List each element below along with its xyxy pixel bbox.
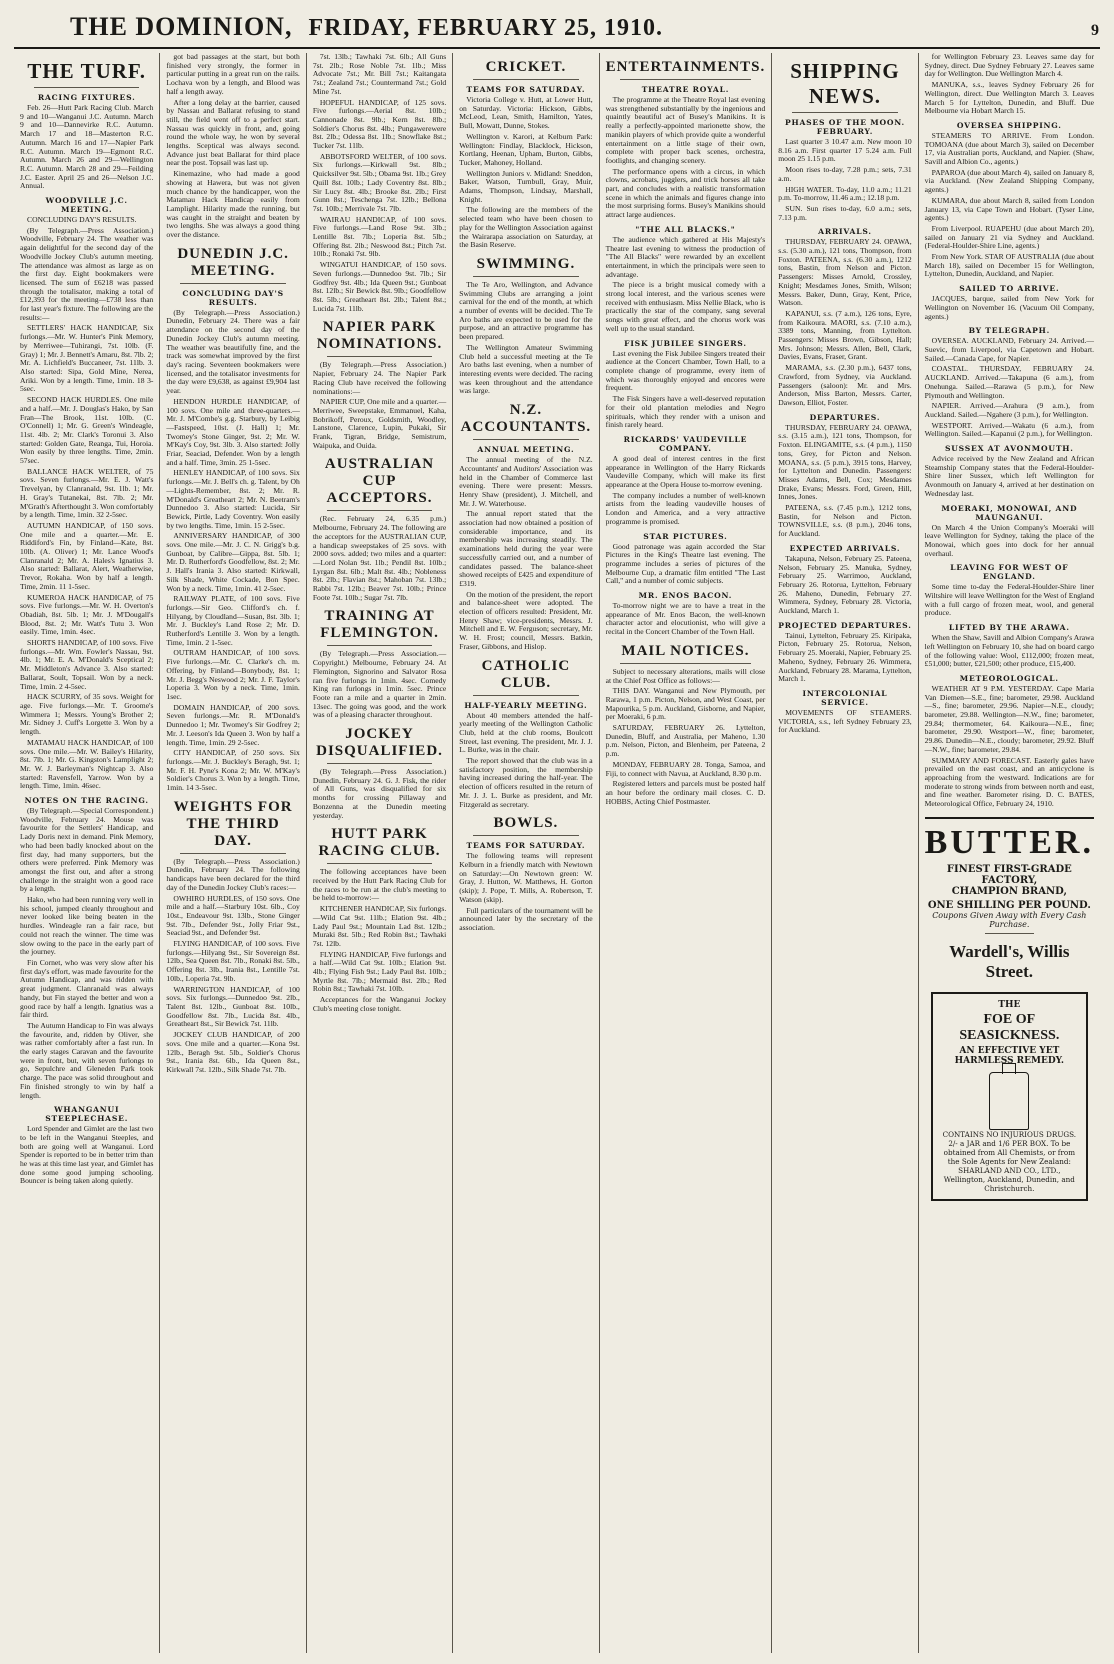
columns-container [14,53,1100,1653]
article-paragraph: The following acceptances have been received by the Hutt Park Racing Club for the races to be run at the club's meeting to be held to-morrow:— [312,867,447,903]
article-subheading: METEOROLOGICAL. [959,673,1059,683]
ad-butter-line: Coupons Given Away with Every Cash Purchase. [932,910,1087,929]
article-paragraph: ABBOTSFORD WELTER, of 100 sovs. Six furlongs.—Kirkwall 9st. 8lb.; Quicksilver 9st. 5lb.; Obama 9st. 1lb.; Grey Quill 8st. 10lb.; Lady Coventry 8st. 8lb.; Sir Lucy 8st. 4lb.; Brooke 8st. 2lb.; First Gunn 8st.; Teschenga 7st. 12lb.; Bellona 7st. 10lb.; Merrivale 7st. 7lb. [312,151,447,213]
section-title: SWIMMING. [476,255,576,272]
article-subheading: WOODVILLE J.C. MEETING. [45,196,128,215]
article-subheading: EXPECTED ARRIVALS. [789,543,901,553]
section-rule [34,87,139,88]
article-paragraph: KUMARA, due about March 8, sailed from London January 13, via Cape Town and Hobart. (Tyser Line, agents.) [924,195,1094,223]
article-paragraph: To-morrow night we are to have a treat in the appearance of Mr. Enos Bacon, the well-known character actor and elocutionist, who will give a recital in the Concert Chamber of the Town Hall. [605,601,766,637]
article-paragraph: COASTAL. THURSDAY, FEBRUARY 24. AUCKLAND. Arrived.—Takapuna (6 a.m.), from Onehunga. Sailed.—Rarawa (5 p.m.), for New Plymouth and Wellington. [924,364,1094,400]
article-subheading: "THE ALL BLACKS." [635,224,736,234]
article-paragraph: SUMMARY AND FORECAST. Easterly gales have prevailed on the east coast, and an anticyclone is approaching from the westward. Indications are for moderate to strong winds from between north and east, and fine weather. Barometer rising. D. C. BATES, Meteorological Office, February 24, 1910. [924,755,1094,809]
article-paragraph: (By Telegraph.—Press Association.) Woodville, February 24. The weather was again delightful for the second day of the Woodville Jockey Club's autumn meeting. The attendance was almost as large as on the first day. Eight bookmakers were licensed. The sum of £6218 was passed through the totalisator, making a total of £12,393 for the meeting—£738 less than for last year's fixture. The following are the results:— [20,225,154,322]
article-paragraph: The Fisk Singers have a well-deserved reputation for their old plantation melodies and Negro spirituals, which they render with a unison and finish rarely heard. [605,394,766,430]
ad-butter-line: FINEST FIRST-GRADE FACTORY, [946,863,1072,886]
article-paragraph: (By Telegraph.—Press Association.) Napier, February 24. The Napier Park Racing Club have received the following nominations:— [312,360,447,396]
section-rule [180,283,285,284]
column-4 [453,53,599,1653]
section-rule [473,439,578,440]
article-paragraph: HENLEY HANDICAP, of 100 sovs. Six furlongs.—Mr. J. Bell's ch. g. Talent, by Oh—Lights-Remember, 8st. 2; Mr. R. M'Donald's Greatheart 2; Mr. N. Beetram's Dunnedoo 3. Also started: Lucida, Sir Bewick, Pirtle, Lady Coventry. Won easily by two lengths. Time, 1min. 15 2-5sec. [166,468,300,530]
article-paragraph: WAIRAU HANDICAP, of 100 sovs. Five furlongs.—Land Rose 9st. 3lb.; Lentille 8st. 7lb.; Loperia 8st. 5lb.; Offering 8st. 2lb.; Neswood 8st.; Pitch 7st. 10lb.; Ronaki 7st. 9lb. [312,214,447,259]
article-paragraph: WINGATUI HANDICAP, of 150 sovs. Seven furlongs.—Dunnedoo 9st. 7lb.; Sir Godfrey 9st. 4lb.; Ida Queen 9st.; Gunboat 8st. 12lb.; Sir Bewick 8st. 9lb.; Goodfellow 8st. 5lb.; Greatheart 8st. 2lb.; Talent 8st.; Lucida 7st. 11lb. [312,260,447,313]
article-paragraph: After a long delay at the barrier, caused by Nassau and Ballarat refusing to stand still, the field went off to a perfect start. Nassau was quickly in front, and, going round the whole way, he won by several lengths. Sceptical was always second. Advance just beat Ballarat for third place near the post. Topsail was last up. [166,97,300,168]
article-paragraph: (By Telegraph.—Special Correspondent.) Woodville, February 24. Mouse was favourite for the Settlers' Handicap, and Lady Doris next in demand. Pink Memory, who had been badly knocked about on the first day, had many supporters, but the others were preferred. Pink Memory was amongst the first out, and after a strong challenge in the straight won a good race by a length. [20,806,154,894]
article-paragraph: SETTLERS' HACK HANDICAP, Six furlongs.—Mr. W. Hunter's Pink Memory, by Merriwee—Tuhirangi, 7st. 10lb. (F. Gray) 1; Mr. J. Bennett's Amaru, 8st. 7lb. 2; Mr. A. Lichfield's Buccaneer, 7st. 11lb. 3. Also started: Sipa, Gold Mine, Nerea, Ariki. Won by a length. Time, 1min. 18 3-5sec. [20,323,154,394]
ad-butter-title: BUTTER. [924,823,1094,861]
article-paragraph: The following teams will represent Kelburn in a friendly match with Newtown on Saturday:—On Newtown green: W. Gray, J. Hutton, W. Matthews, H. Gorton (skip); J. Pope, T. Mills, A. Robertson, T. Watson (skip). [459,851,593,904]
article-paragraph: SHORTS HANDICAP, of 100 sovs. Five furlongs.—Mr. Wm. Fowler's Nassau, 9st. 4lb. 1; Mr. E. A. M'Donald's Sceptical 2; Mr. Middleton's Advance 3. Also started: Ballarat, Soult, Topsail. Won by a neck. Time, 1min. 2 4-5sec. [20,638,154,691]
article-paragraph: Last quarter 3 10.47 a.m. New moon 10 8.16 a.m. First quarter 17 5.24 a.m. Full moon 25 1.15 p.m. [778,137,912,164]
article-paragraph: A good deal of interest centres in the first appearance in Wellington of the Harry Rickards Vaudeville Company, which will make its first appearance at the Opera House to-morrow evening. [605,453,766,490]
section-title: CATHOLIC CLUB. [481,657,571,691]
article-subheading: TEAMS FOR SATURDAY. [466,841,586,851]
article-paragraph: Lord Spender and Gimlet are the last two to be left in the Wanganui Steeples, and both are going well at Wanganui. Lord Spender is reported to be in better trim than he was at this time last year, and Gimlet has done some good jumping schooling. Bouncer is being taken along quietly. [20,1124,154,1186]
article-paragraph: FLYING HANDICAP, of 100 sovs. Five furlongs.—Hilyang 9st., Sir Sovereign 8st. 12lb., Sea Queen 8st. 7lb., Ronaki 8st. 5lb., Offering 8st. 3lb., Irania 8st., Lentille 7st. 10lb., Loperia 7st. 9lb. [166,939,300,983]
article-subheading: NOTES ON THE RACING. [24,796,149,806]
article-paragraph: The audience which gathered at His Majesty's Theatre last evening to witness the production of "The All Blacks" were rewarded by an excellent entertainment, in which the principals were seen to advantage. [605,234,766,279]
article-paragraph: From New York. STAR OF AUSTRALIA (due about March 18), sailed on December 15 for Wellington, Lyttelton, Dunedin, Auckland, and Napier. [924,252,1094,279]
article-paragraph: 7st. 13lb.; Tawhaki 7st. 6lb.; All Guns 7st. 2lb.; Rose Noble 7st. 1lb.; Miss Advocate 7st.; Mr. Bill 7st.; Kaitangata 7st.; Zealand 7st.; Countermand 7st.; Gold Mine 7st. [312,52,447,96]
article-paragraph: The piece is a bright musical comedy with a strong local interest, and the various scenes were received with enthusiasm. Miss Nellie Black, who is practically the star of the company, sang several songs with great effect, and the chorus work was well up to the usual standard. [605,280,766,333]
article-paragraph: From Liverpool. RUAPEHU (due about March 20), sailed on January 21 via Sydney and Auckland. (Federal-Houlder-Shire Line, agents.) [924,223,1094,251]
article-paragraph: WESTPORT. Arrived.—Wakatu (6 a.m.), from Wellington. Sailed.—Kapanui (2 p.m.), for Wellington. [924,420,1094,439]
article-subheading: ANNUAL MEETING. [477,445,575,455]
ad-remedy-name: FOE OF SEASICKNESS. [959,1011,1060,1043]
article-paragraph: Feb. 26—Hutt Park Racing Club. March 9 and 10—Wanganui J.C. Autumn. March 9 and 10—Dannevirke R.C. Autumn. March 17 and 18—Masterton R.C. Autumn. March 16 and 17—Napier Park R.C. Autumn. March 19—Egmont R.C. Autumn. March 26 and 29—Wellington R.C. Autumn. March 28 and 29—Feilding J.C. Easter. April 25 and 26—Nelson J.C. Annual. [20,103,154,191]
article-paragraph: Fin Cornet, who was very slow after his first day's effort, was made favourite for the Autumn Handicap, and was ridden with great judgment. Clanranald was always handy, but Fin stayed the better and won a good race by half a length. Ignatius was a fair third. [20,957,154,1020]
article-paragraph: HENDON HURDLE HANDICAP, of 100 sovs. One mile and three-quarters.—Mr. J. M'Combe's g.g. Starbury, by Leibig—Fastspeed, 10st. (J. Hall) 1; Mr. Twomey's Stone Ginger, 9st. 2; Mr. W. M'Kay's Coy, 9st. 3lb. 3. Also started: Jolly Friar, Seaciad, Defender. Won by a length and a half. Time, 3min. 25 1-5sec. [166,396,300,467]
article-paragraph: AUTUMN HANDICAP, of 150 sovs. One mile and a quarter.—Mr. E. Riddiford's Fin, by Finland—Kate, 8st. 10lb. (A. Oliver) 1; Mr. Lance Wood's Clanranald 2; Mr. A. Hales's Ignatius 3. Also started: Ballarat, Alert, Weatherwise, Trevor, Rokaha. Won by half a length. Time, 2min. 11 1-5sec. [20,520,154,591]
article-paragraph: WARRINGTON HANDICAP, of 100 sovs. Six furlongs.—Dunnedoo 9st. 2lb., Talent 8st. 12lb., Gunboat 8st. 10lb., Goodfellow 8st. 7lb., Lucida 8st. 4lb., Greatheart 8st., Sir Bewick 7st. 11lb. [166,984,300,1029]
ad-butter-line: ONE SHILLING PER POUND. [927,899,1091,911]
article-paragraph: The performance opens with a circus, in which clowns, acrobats, jugglers, and trick horses all take part, and concludes with a realistic transformation scene in which the animals and figures change into the most surprising forms. Busey's Manikins should attract large audiences. [605,166,766,220]
article-subheading: RACING FIXTURES. [37,93,136,102]
article-paragraph: HIGH WATER. To-day, 11.0 a.m.; 11.21 p.m. To-morrow, 11.46 a.m.; 12.18 p.m. [778,184,912,203]
article-paragraph: KUMEROA HACK HANDICAP, of 75 sovs. Five furlongs.—Mr. W. H. Overton's Obadiah, 8st. 5lb. 1; Mr. J. M'Dougall's Blood, 8st. 2; Mr. Watt's Tutu 3. Won easily. Time, 1min. 4sec. [20,592,154,637]
section-title: CRICKET. [485,59,567,75]
article-subheading: BY TELEGRAPH. [968,326,1051,336]
section-title: N.Z. ACCOUNTANTS. [460,402,592,436]
article-subheading: PROJECTED DEPARTURES. [778,620,912,630]
article-paragraph: JOCKEY CLUB HANDICAP, of 200 sovs. One mile and a quarter.—Kona 9st. 12lb., Beragh 9st. 5lb., Soldier's Chorus 9st., Irania 8st. 6lb., Ida Queen 8st., Kirkwall 7st. 12lb., Silk Shade 7st. 7lb. [166,1030,300,1074]
column-2 [160,53,306,1653]
article-paragraph: FLYING HANDICAP, Five furlongs and a half.—Wild Cat 9st. 10lb.; Elation 9st. 4lb.; Flying Fish 9st.; Lady Paul 8st. 10lb.; Myrtle 8st. 7lb.; Mermaid 8st. 2lb.; Red Robin 8st.; Tawhaki 7st. 10lb. [312,949,447,994]
article-paragraph: SECOND HACK HURDLES. One mile and a half.—Mr. J. Douglas's Hako, by San Fran—The Brook, 11st. 10lb. (C. O'Connell) 1; Mr. G. Green's Windeagle, 11st. 4lb. 2; Mr. Clark's Toronui 3. Also started: Golden Gate, Reanga, Tui, Horoia. Won easily by three lengths. Time, 2min. 57sec. [20,395,154,466]
article-paragraph: MARAMA, s.s. (2.30 p.m.), 6437 tons, Crawford, from Sydney, via Auckland. Passengers (saloon): Mr. and Mrs. Anderson, Miss Barton, Messrs. Carter, Dawson, Elliot, Foster. [778,363,912,407]
column-5 [600,53,773,1653]
article-paragraph: OWHIRO HURDLES, of 150 sovs. One mile and a half.—Starbury 10st. 6lb., Coy 10st., Endeavour 9st. 13lb., Stone Ginger 9st. 7lb., Defender 9st., Jolly Friar 9st., Seaciad 9st., and Defender 9st. [166,893,300,938]
article-subheading: SAILED TO ARRIVE. [959,284,1060,294]
article-paragraph: Registered letters and parcels must be posted half an hour before the ordinary mail closes. C. D. HOBBS, Acting Chief Postmaster. [605,779,766,806]
section-rule [473,276,578,277]
article-subheading: MR. ENOS BACON. [638,591,733,601]
article-subheading: FISK JUBILEE SINGERS. [624,338,747,348]
article-paragraph: Some time to-day the Federal-Houlder-Shire liner Wiltshire will leave Wellington for the West of England with a full cargo of frozen meat, wool, and general produce. [924,582,1094,618]
article-paragraph: RAILWAY PLATE, of 100 sovs. Five furlongs.—Sir Geo. Clifford's ch. f. Hilyang, by Cloudland—Susan, 8st. 3lb. 1; Mr. J. Buckley's Land Rose 2; Mr. D. Rutherford's Lentille 3. Won by a length. Time, 1min. 2 1-5sec. [166,594,300,647]
section-rule [792,112,897,113]
article-paragraph: got bad passages at the start, but both finished very strongly, the former in particular putting in a great run on the rails. Lochava won by a length, and Blood was half a length away. [166,52,300,96]
article-paragraph: The Te Aro, Wellington, and Advance Swimming Clubs are arranging a joint carnival for the end of the month, at which a number of events will be decided. The Te Aro baths are expected to be used for the purpose, and an attractive programme has been prepared. [459,279,593,342]
article-paragraph: Subject to necessary alterations, mails will close at the Chief Post Office as follows:— [605,666,766,685]
section-title: SHIPPING NEWS. [790,59,900,108]
article-paragraph: On the motion of the president, the report and balance-sheet were adopted. The election of officers resulted: President, Mr. Henry Shaw; vice-presidents, Messrs. J. Mitchell and E. W. Ferguson; secretary, Mr. W. H. Frost; council, Messrs. Batkin, Fraser, Gibbons, and Hislop. [459,589,593,651]
article-paragraph: STEAMERS TO ARRIVE. From London. TOMOANA (due about March 3), sailed on December 17, via Australian ports, Auckland, and Napier. (Shaw, Savill and Albion Co., agents.) [924,130,1094,167]
masthead [14,12,1100,49]
article-paragraph: The company includes a number of well-known artists from the leading vaudeville houses of London and America, and a very attractive programme is promised. [605,490,766,526]
article-paragraph: HOPEFUL HANDICAP, of 125 sovs. Five furlongs.—Aerial 8st. 10lb.; Cannonade 8st. 9lb.; Kern 8st. 8lb.; Soldier's Chorus 8st. 4lb.; Pungawerewere 8st. 2lb.; Odessa 8st. 1lb.; Snowflake 8st.; Tucker 7st. 11lb. [312,97,447,151]
article-subheading: CONCLUDING DAY'S RESULTS. [182,288,284,307]
article-paragraph: KITCHENER HANDICAP, Six furlongs.—Wild Cat 9st. 11lb.; Elation 9st. 4lb.; Lady Paul 9st.; Mountain Lad 8st. 12lb.; Muraki 8st. 5lb.; Red Robin 8st.; Tawhaki 7st. 12lb. [312,904,447,948]
section-rule [327,763,432,764]
article-paragraph: JACQUES, barque, sailed from New York for Wellington on November 16. (Vacuum Oil Company, agents.) [924,294,1094,321]
article-subheading: RICKARDS' VAUDEVILLE COMPANY. [623,434,748,453]
article-paragraph: NAPIER. Arrived.—Arahura (9 a.m.), from Auckland. Sailed.—Ngahere (3 p.m.), for Wellington. [924,401,1094,419]
article-paragraph: Takapuna, Nelson, February 25. Pateena, Nelson, February 25. Manuka, Sydney, February 25. Warrimoo, Auckland, February 26. Rotorua, Lyttelton, February 26. Maheno, Dunedin, February 27. Wimmera, Sydney, February 28. Victoria, Auckland, March 1. [778,553,912,616]
article-paragraph: OUTRAM HANDICAP, of 100 sovs. Five furlongs.—Mr. C. Clarke's ch. m. Offering, by Finland—Bonybody, 8st. 1; Mr. J. Begg's Neswood 2; Mr. J. F. Taylor's Loperia 3. Won by a neck. Time, 1min. 1sec. [166,648,300,701]
article-paragraph: THIS DAY. Wanganui and New Plymouth, per Rarawa, 1 p.m. Picton, Nelson, and West Coast, per Mapourika, 5 p.m. Auckland, Gisborne, and Napier, per Moeraki, 6 p.m. [605,686,766,722]
article-paragraph: THURSDAY, FEBRUARY 24. OPAWA, s.s. (5.30 a.m.), 121 tons, Thompson, from Foxton. PATEENA, s.s. (6.30 a.m.), 1212 tons, Bastin, from Nelson and Picton. Passengers: Misses Arnold, Crossley, Knight; Mesdames Jones, Smith, Wilson; Messrs. Baker, Dunn, Gray, Kent, Price, Watson. [778,237,912,308]
section-title: MAIL NOTICES. [621,642,750,659]
ad-remedy-head: THE [998,999,1021,1010]
article-paragraph: The annual report stated that the association had now obtained a position of considerable importance, and its membership was increasing steadily. The examinations held during the year were successfully carried out, and a number of candidates passed. The balance-sheet showed receipts of £425 and expenditure of £319. [459,509,593,588]
column-6 [772,53,918,1653]
article-paragraph: Tainui, Lyttelton, February 25. Kiripaka, Picton, February 25. Rotorua, Nelson, February 25. Moeraki, Napier, February 25. Maheno, Sydney, February 26. Wimmera, Auckland, February 28. Marama, Lyttelton, March 1. [778,630,912,684]
article-paragraph: The Wellington Amateur Swimming Club held a successful meeting at the Te Aro baths last evening, when a number of interesting events were decided. The racing was keen throughout and the attendance was large. [459,342,593,396]
article-paragraph: WEATHER AT 9 P.M. YESTERDAY. Cape Maria Van Diemen—S.E., fine; barometer, 29.98. Auckland—S., fine; barometer, 29.96. Napier—N.E., cloudy; barometer, 29.88. Wellington—N.W., fine; barometer, 29.84; thermometer, 64. Kaikoura—N.E., fine; barometer, 29.90. Westport—W., fine; barometer, 29.86. Dunedin—N.E., cloudy; barometer, 29.92. Bluff—N.W., fine; barometer, 29.84. [924,683,1094,754]
section-rule [327,645,432,646]
article-paragraph: Wellington v. Karori, at Kelburn Park: Wellington: Findlay, Blacklock, Hickson, Kortlang, Heenan, Upham, Burton, Gibbs, Tucker, Mahoney, Holland. [459,131,593,167]
article-paragraph: Wellington Juniors v. Midland: Sneddon, Baker, Watson, Turnbull, Gray, Muir, Adams, Thompson, Lindsay, Marshall, Knight. [459,168,593,204]
article-paragraph: Last evening the Fisk Jubilee Singers treated their audience at the Concert Chamber, Town Hall, to a complete change of programme, every item of which was thoroughly enjoyed and encores were frequent. [605,348,766,393]
article-paragraph: (Rec. February 24, 6.35 p.m.) Melbourne, February 24. The following are the acceptors for the AUSTRALIAN CUP, a handicap sweepstakes of 25 sovs. with 2000 sovs. added; two miles and a quarter:—Lord Nolan 9st. 1lb.; Pendil 8st. 10lb.; Lyrgan 8st. 6lb.; Malt 8st. 4lb.; Nobleness 8st. 2lb.; Flavian 8st.; Mahoban 7st. 13lb.; Rabbi 7st. 12lb.; Beaver 7st. 10lb.; Prince Foote 7st. 10lb.; Sugar 7st. 7lb. [312,514,447,602]
article-subheading: STAR PICTURES. [643,531,728,541]
article-paragraph: The report showed that the club was in a satisfactory position, the membership having increased during the half-year. The election of officers resulted in the return of Mr. J. J. L. Burke as president, and Mr. Fitzgerald as secretary. [459,756,593,809]
article-paragraph: About 40 members attended the half-yearly meeting of the Wellington Catholic Club, held at the club rooms, Boulcott Street, last evening. The president, Mr. J. J. L. Burke, was in the chair. [459,710,593,755]
article-paragraph: (By Telegraph.—Press Association.—Copyright.) Melbourne, February 24. At Flemington, Signorino and Salvator Rosa ran five furlongs in 1min. 4sec. Comedy King ran furlongs in 1min. 5sec. Prince Foote ran a mile and a quarter in 2min. 13sec. The going was good, and the work was of a pleasing character throughout. [312,649,447,720]
section-title: TRAINING AT FLEMINGTON. [320,608,439,642]
section-title: NAPIER PARK NOMINATIONS. [316,319,443,353]
article-subheading: HALF-YEARLY MEETING. [464,700,588,710]
column-7 [919,53,1100,1653]
article-paragraph: (By Telegraph.—Press Association.) Dunedin, February 24. The following handicaps have been declared for the third day of the Dunedin Jockey Club's races:— [166,856,300,892]
article-paragraph: THURSDAY, FEBRUARY 24. OPAWA, s.s. (3.15 a.m.), 121 tons, Thompson, for Foxton. ELINGAMITE, s.s. (4 p.m.), 1150 tons, Grey, for Picton and Nelson. MOANA, s.s. (5 p.m.), 3915 tons, Harvey, for Lyttelton and Dunedin. Passengers: Misses Adams, Bell, Cox; Mesdames Drake, Evans; Messrs. Ford, Green, Hill, Innes, Jones. [778,422,912,502]
ad-remedy-sub: AN EFFECTIVE YET HARMLESS REMEDY. [954,1045,1065,1066]
section-rule [327,510,432,511]
section-title: DUNEDIN J.C. MEETING. [177,245,289,279]
column-3 [307,53,453,1653]
ad-butter-shop: Wardell's, Willis Street. [949,941,1070,981]
article-paragraph: Advice received by the New Zealand and African Steamship Company states that the Federal-Houlder-Shire liner Sussex, which left Wellington for Avonmouth on January 4, arrived at her destination on Wednesday last. [924,454,1094,498]
ad-remedy-body: CONTAINS NO INJURIOUS DRUGS. 2/- a JAR and 1/6 PER BOX. To be obtained from All Chemists, or from the Sole Agents for New Zealand: SHARLAND AND CO., LTD., Wellington, Auckland, Dunedin, and Christchurch. [942,1129,1077,1193]
article-paragraph: SATURDAY, FEBRUARY 26. Lyttelton, Dunedin, Bluff, and Australia, per Maheno, 1.30 p.m. Nelson, Picton, and Blenheim, per Pateena, 2 p.m. [605,723,766,759]
bottle-icon [989,1072,1029,1130]
section-rule [327,863,432,864]
article-paragraph: (By Telegraph.—Press Association.) Dunedin, February 24. There was a fair attendance on the second day of the Dunedin Jockey Club's autumn meeting. The weather was beautifully fine, and the track was somewhat improved by the first day's racing. Seventeen bookmakers were licensed, and the totalisator investments for the day were £9,638, as against £9,904 last year. [166,307,300,396]
article-paragraph: Kinemazine, who had made a good showing at Hawera, but was not given much chance by the handicapper, won the Matamau Hack Handicap easily from Lamplight. Hilarity made the running, but was caught in the straight and beaten by two lengths. She was always a good thing over the distance. [166,169,300,240]
article-paragraph: for Wellington February 23. Leaves same day for Sydney, direct. Due Sydney February 27. Leaves same day for Wellington. Due Wellington March 4. [924,52,1094,79]
article-paragraph: Good patronage was again accorded the Star Pictures in the King's Theatre last evening. The programme includes a series of pictures of the Melbourne Cup, a dramatic film entitled "The Last Call," and a number of comic subjects. [605,541,766,586]
article-paragraph: The programme at the Theatre Royal last evening was strengthened substantially by the ingenious and quaintly beautiful act of Busey's Manikins. It is really a perfectly-appointed marionette show, the manikin players of which provide quite a wonderful entertainment on a little stage of their own, complete with proper back scenes, orchestra, footlights, and changing scenery. [605,95,766,165]
article-paragraph: (By Telegraph.—Press Association.) Dunedin, February 24. G. J. Fisk, the rider of All Guns, was disqualified for six months for crossing Pillaway and Bonzenna at the Dunedin meeting yesterday. [312,767,447,820]
section-title: HUTT PARK RACING CLUB. [318,826,441,860]
section-rule [327,356,432,357]
masthead-page-number: 9 [1091,22,1100,39]
article-paragraph: PAPAROA (due about March 4), sailed on January 8, via Auckland. (New Zealand Shipping Company, agents.) [924,167,1094,195]
article-paragraph: OVERSEA. AUCKLAND, February 24. Arrived.—Suevic, from Liverpool, via Capetown and Hobart. Sailed.—Canada Cape, for Napier. [924,336,1094,363]
article-paragraph: DOMAIN HANDICAP, of 200 sovs. Seven furlongs.—Mr. R. M'Donald's Dunnedoo 1; Mr. Twomey's Sir Godfrey 2; Mr. J. Leeson's Ida Queen 3. Won by half a length. Time, 1min. 29 2-5sec. [166,702,300,747]
article-paragraph: MATAMAU HACK HANDICAP, of 100 sovs. One mile.—Mr. W. Bailey's Hilarity, 8st. 7lb. 1; Mr. G. Kingston's Lamplight 2; Mr. W. J. Barleyman's Nightcap 3. Also started: Ravensfell, Yarrow. Won by a length. Time, 1min. 46sec. [20,737,154,791]
ad-butter-line: CHAMPION BRAND, [951,885,1067,897]
article-subheading: THEATRE ROYAL. [641,85,730,94]
article-paragraph: Victoria College v. Hutt, at Lower Hutt, on Saturday. Victoria: Hickson, Gibbs, McLeod, Lean, Smith, Hamilton, Yates, Bull, Mowatt, Dunne, Stokes. [459,95,593,131]
article-paragraph: PATEENA, s.s. (7.45 p.m.), 1212 tons, Bastin, for Nelson and Picton. TOWNSVILLE, s.s. (8 p.m.), 2046 tons, for Auckland. [778,503,912,539]
article-paragraph: CONCLUDING DAY'S RESULTS. [27,215,137,225]
section-rule [620,663,752,664]
article-paragraph: Hako, who had been running very well in his school, jumped cleanly throughout and never looked like being beaten in the hurdles. Windeagle ran a fair race, but could not reach the winner. The time was slow owing to the pace in the early part of the journey. [20,895,154,957]
article-paragraph: NAPIER CUP, One mile and a quarter.—Merriwee, Sweepstake, Emmanuel, Kaha, Bobrikoff, Peroux, Goldsmith, Woodley, Lanstone, Clarence, Lupin, Pukaki, Sir Frank, Tigran, Bridge, Semistrum, Waipuka, and Ouida. [312,397,447,450]
article-paragraph: Full particulars of the tournament will be announced later by the secretary of the association. [459,905,593,932]
article-paragraph: KAPANUI, s.s. (7 a.m.), 126 tons, Eyre, from Kaikoura. MAORI, s.s. (7.10 a.m.), 3389 tons, Manning, from Lyttelton. Passengers: Misses Brown, Gibson, Hall; Mrs. Johnson; Messrs. Allen, Bell, Clark, Davies, Evans, Fraser, Grant. [778,308,912,362]
section-title: ENTERTAINMENTS. [605,59,766,75]
section-title: WEIGHTS FOR THE THIRD DAY. [173,798,293,849]
article-paragraph: SUN. Sun rises to-day, 6.0 a.m.; sets, 7.13 p.m. [778,203,912,222]
article-paragraph: BALLANCE HACK WELTER, of 75 sovs. Seven furlongs.—Mr. E. J. Watt's Trevelyan, by Clanranald, 9st. 1lb. 1; Mr. H. Gray's Tutanekai, 8st. 7lb. 2; Mr. M'Grath's Afterthought 3. Won comfortably by a length. Time, 1min. 32 2-5sec. [20,466,154,520]
section-title: JOCKEY DISQUALIFIED. [316,726,443,760]
article-paragraph: MOVEMENTS OF STEAMERS. VICTORIA, s.s., left Sydney February 23, for Auckland. [778,707,912,735]
section-rule [473,835,578,836]
article-subheading: PHASES OF THE MOON. FEBRUARY. [784,118,905,136]
article-subheading: LEAVING FOR WEST OF ENGLAND. [950,563,1069,582]
section-rule [620,79,752,80]
article-paragraph: The Autumn Handicap to Fin was always the favourite, and, ridden by Oliver, she was rather comfortably after a fast run. In the early stages Caravan and the favourite were in front, but, with seven furlongs to go, Sepulchre and Gleneden Park took charge. The pace was solid throughout and Fin finished strongly to win by half a length. [20,1020,154,1100]
article-subheading: MOERAKI, MONOWAI, AND MAUNGANUI. [941,503,1078,522]
article-paragraph: On March 4 the Union Company's Moeraki will leave Wellington for Sydney, taking the place of the Monowai, which goes into dock for her annual overhaul. [924,522,1094,558]
section-rule [473,79,578,80]
article-paragraph: ANNIVERSARY HANDICAP, of 300 sovs. One mile.—Mr. J. C. N. Grigg's b.g. Gunboat, by Calibre—Gippa, 8st. 5lb. 1; Mr. D. Rutherford's Goodfellow, 8st. 2; Mr. J. Hall's Irania 3. Also started: Kirkwall, Silk Shade, White Cockade, Bon Spec. Won by a neck. Time, 1min. 41 2-5sec. [166,531,300,593]
article-subheading: INTERCOLONIAL SERVICE. [802,688,888,707]
section-title: AUSTRALIAN CUP ACCEPTORS. [324,456,435,507]
section-title: BOWLS. [493,815,559,832]
section-rule [473,695,578,696]
article-paragraph: The annual meeting of the N.Z. Accountants' and Auditors' Association was held in the Chamber of Commerce last evening. There were present: Messrs. Henry Shaw (president), J. Mitchell, and Mr. J. W. Waterhouse. [459,455,593,508]
article-subheading: OVERSEA SHIPPING. [956,120,1062,130]
article-subheading: WHANGANUI STEEPLECHASE. [45,1105,129,1124]
article-subheading: TEAMS FOR SATURDAY. [466,85,586,94]
ad-rule [985,933,1034,934]
article-paragraph: Moon rises to-day, 7.28 p.m.; sets, 7.31 a.m. [778,165,912,183]
article-paragraph: Acceptances for the Wanganui Jockey Club's meeting close tonight. [312,995,447,1013]
seasickness-remedy-advertisement [931,992,1088,1201]
article-paragraph: The following are the members of the selected team who have been chosen to play for the Wellington Association against the Wairarapa association on Saturday, at the Basin Reserve. [459,205,593,250]
masthead-paper-name: THE DOMINION, [70,12,293,41]
article-subheading: DEPARTURES. [809,412,881,422]
column-1 [14,53,160,1653]
article-subheading: ARRIVALS. [818,227,872,237]
article-paragraph: CITY HANDICAP, of 250 sovs. Six furlongs.—Mr. J. Buckley's Beragh, 9st. 1; Mr. F. H. Pyne's Kona 2; Mr. W. M'Kay's Soldier's Chorus 3. Won by a length. Time, 1min. 14 3-5sec. [166,748,300,793]
section-rule [180,853,285,854]
masthead-date: FRIDAY, FEBRUARY 25, 1910. [308,15,663,41]
article-paragraph: When the Shaw, Savill and Albion Company's Arawa left Wellington on February 10, she had on board cargo of the following value: Wool, £112,000; frozen meat, £51,000; butter, £21,500; other produce, £15,400. [924,633,1094,669]
section-title: THE TURF. [27,59,147,83]
article-paragraph: HACK SCURRY, of 35 sovs. Weight for age. Five furlongs.—Mr. T. Groome's Wimmera 1; Messrs. Young's Brother 2; Mr. Sidney J. Cuff's Lorgette 3. Won by a length. [20,692,154,737]
article-subheading: SUSSEX AT AVONMOUTH. [944,444,1074,454]
article-paragraph: MONDAY, FEBRUARY 28. Tonga, Samoa, and Fiji, to connect with Navua, at Auckland, 8.30 p.m. [605,759,766,778]
article-paragraph: MANUKA, s.s., leaves Sydney February 26 for Wellington, direct. Due Wellington March 3. Leaves March 5 for Lyttelton, Dunedin, and Bluff. Due Melbourne via Hobart March 15. [924,80,1094,116]
article-subheading: LIFTED BY THE ARAWA. [948,623,1070,633]
butter-advertisement [925,817,1094,982]
